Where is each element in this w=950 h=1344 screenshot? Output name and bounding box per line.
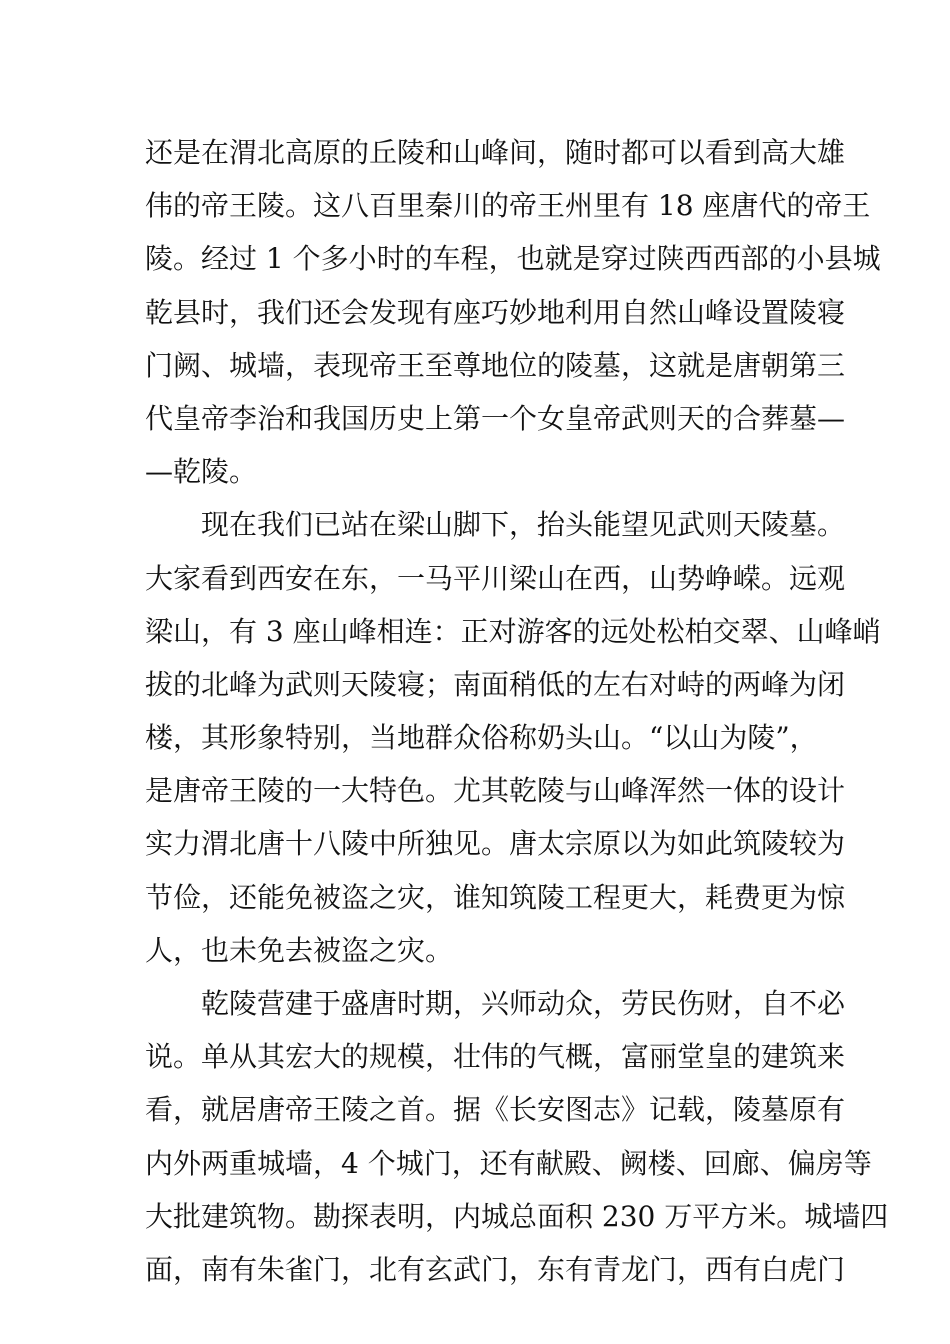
paragraph-first-line: 乾陵营建于盛唐时期，兴师动众，劳民伤财，自不必	[201, 987, 846, 1020]
text-line: 代皇帝李治和我国历史上第一个女皇帝武则天的合葬墓—	[145, 401, 846, 435]
body-text	[145, 126, 889, 1296]
text-line: 大批建筑物。勘探表明，内城总面积 230 万平方米。城墙四	[145, 1199, 889, 1233]
text-line: 门阙、城墙，表现帝王至尊地位的陵墓，这就是唐朝第三	[145, 348, 846, 382]
text-line: 梁山，有 3 座山峰相连：正对游客的远处松柏交翠、山峰峭	[145, 614, 881, 648]
text-line: 伟的帝王陵。这八百里秦川的帝王州里有 18 座唐代的帝王	[145, 189, 871, 223]
text-line: 乾县时，我们还会发现有座巧妙地利用自然山峰设置陵寝	[145, 295, 846, 329]
text-line: 还是在渭北高原的丘陵和山峰间，随时都可以看到高大雄	[145, 136, 846, 169]
paragraph-first-line: 现在我们已站在梁山脚下，抬头能望见武则天陵墓。	[201, 508, 846, 542]
text-line: 节俭，还能免被盗之灾，谁知筑陵工程更大，耗费更为惊	[145, 880, 846, 914]
text-line: 是唐帝王陵的一大特色。尤其乾陵与山峰浑然一体的设计	[145, 774, 846, 808]
text-line: 面，南有朱雀门，北有玄武门，东有青龙门，西有白虎门	[145, 1252, 846, 1286]
text-line: 实力渭北唐十八陵中所独见。唐太宗原以为如此筑陵较为	[145, 827, 846, 861]
text-line: 看，就居唐帝王陵之首。据《长安图志》记载，陵墓原有	[145, 1093, 846, 1127]
text-line: 拔的北峰为武则天陵寝；南面稍低的左右对峙的两峰为闭	[145, 667, 846, 701]
text-line: 楼，其形象特别，当地群众俗称奶头山。“以山为陵”，	[145, 721, 818, 755]
text-line: 陵。经过 1 个多小时的车程，也就是穿过陕西西部的小县城	[145, 242, 881, 276]
text-line: 说。单从其宏大的规模，壮伟的气概，富丽堂皇的建筑来	[145, 1040, 846, 1074]
text-line: 人，也未免去被盗之灾。	[145, 933, 454, 967]
text-line: —乾陵。	[145, 455, 258, 489]
text-line: 大家看到西安在东，一马平川梁山在西，山势峥嵘。远观	[145, 561, 846, 595]
text-line: 内外两重城墙，4 个城门，还有献殿、阙楼、回廊、偏房等	[145, 1146, 872, 1180]
